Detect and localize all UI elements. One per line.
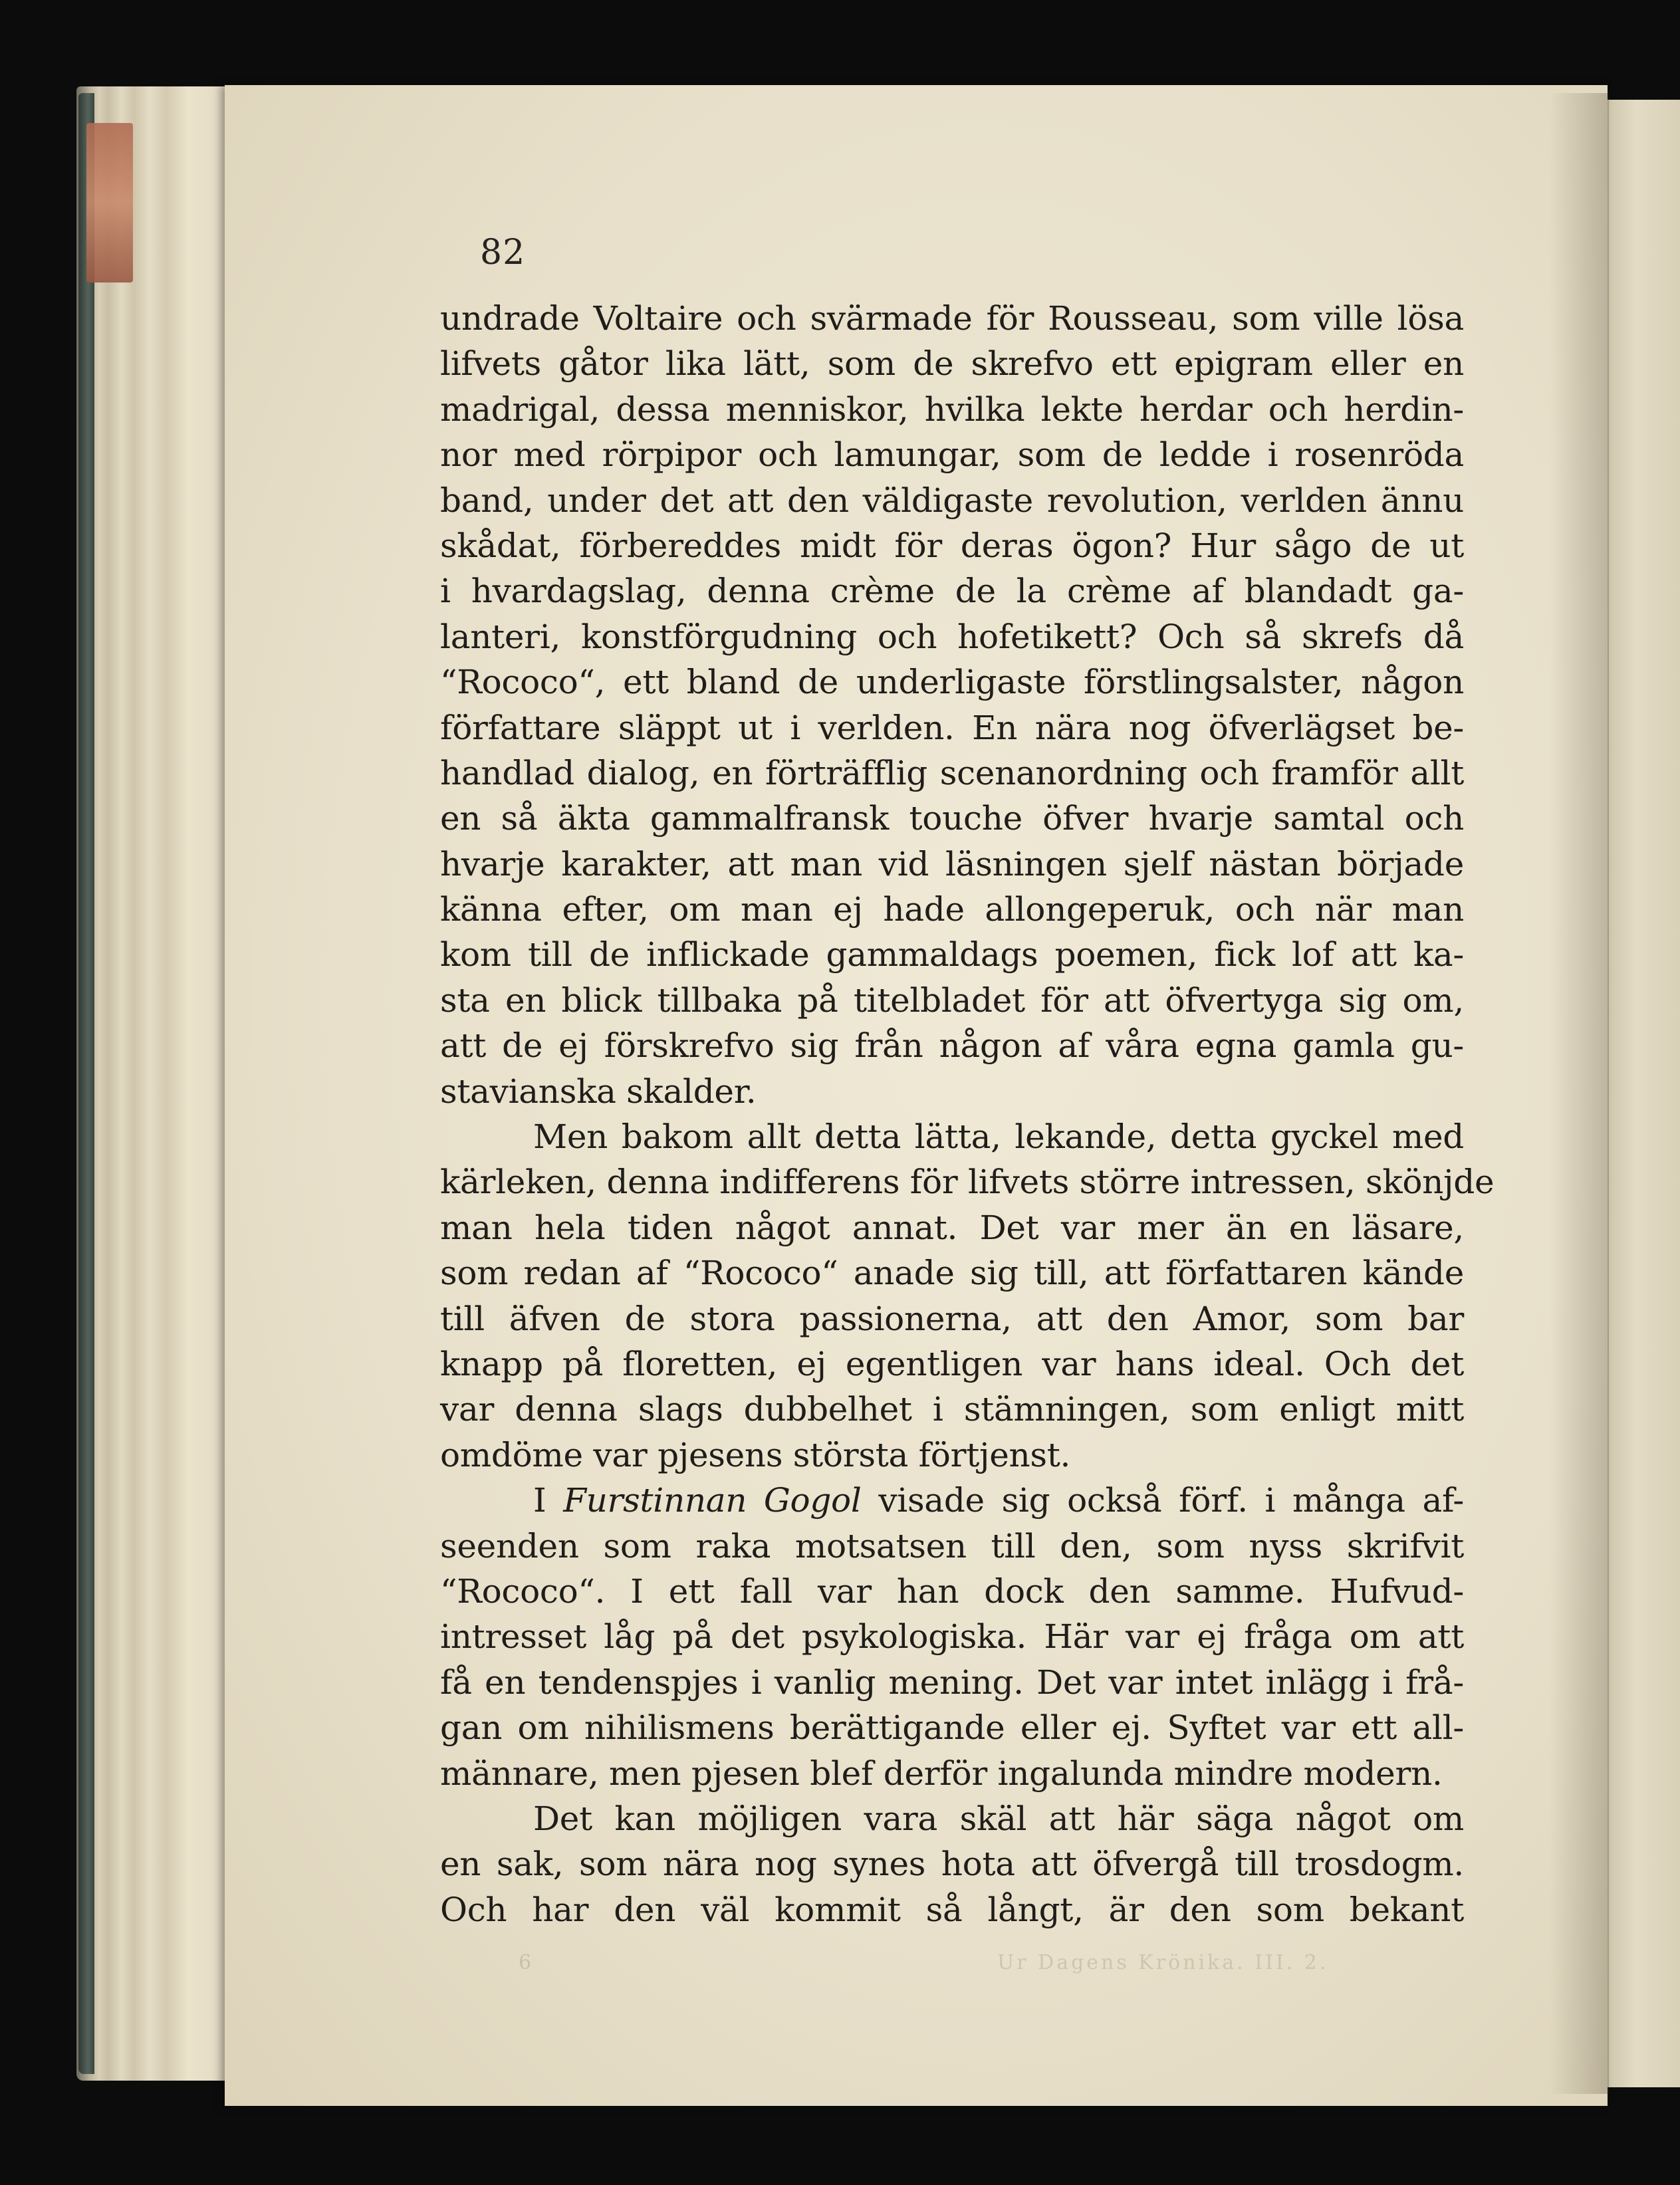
facing-page-edge xyxy=(1608,100,1680,2087)
text-line: i hvardagslag, denna crème de la crème af blandadt ga- xyxy=(440,572,1464,611)
text-line: stavianska skalder. xyxy=(440,1072,757,1111)
text-line: kärleken, denna indifferens för lifvets större intressen, skönjde xyxy=(440,1163,1495,1202)
text-line: gan om nihilismens berättigande eller ej. Syftet var ett all- xyxy=(440,1708,1464,1748)
text-line: skådat, förbereddes midt för deras ögon? Hur sågo de ut xyxy=(440,526,1464,565)
text-line: lifvets gåtor lika lätt, som de skrefvo ett epigram eller en xyxy=(440,344,1464,384)
text-line: var denna slags dubbelhet i stämningen, som enligt mitt xyxy=(440,1390,1464,1429)
text-line: kom till de inflickade gammaldags poemen, fick lof att ka- xyxy=(440,935,1464,975)
text-line: band, under det att den väldigaste revolution, verlden ännu xyxy=(440,481,1464,520)
paragraph-prefix: I xyxy=(533,1481,564,1520)
text-line: Det kan möjligen vara skäl att här säga något om xyxy=(533,1799,1464,1838)
text-line: Och har den väl kommit så långt, är den som bekant xyxy=(440,1890,1464,1929)
book-headband xyxy=(86,123,133,283)
gutter-shadow xyxy=(1549,93,1609,2094)
text-line: nor med rörpipor och lamungar, som de ledde i rosenröda xyxy=(440,435,1464,475)
text-line: lanteri, konstförgudning och hofetikett? Och så skrefs då xyxy=(440,617,1464,656)
text-line: knapp på floretten, ej egentligen var hans ideal. Och det xyxy=(440,1344,1464,1383)
text-line: en sak, som nära nog synes hota att öfvergå till trosdogm. xyxy=(440,1845,1464,1884)
text-line: att de ej förskrefvo sig från någon af våra egna gamla gu- xyxy=(440,1026,1464,1066)
text-line: madrigal, dessa menniskor, hvilka lekte herdar och herdin- xyxy=(440,390,1464,429)
text-line-with-title xyxy=(440,1478,1464,1523)
text-line: sta en blick tillbaka på titelbladet för att öfvertyga sig om, xyxy=(440,980,1464,1020)
text-line: känna efter, om man ej hade allongeperuk, och när man xyxy=(440,890,1464,929)
text-line: handlad dialog, en förträfflig scenanordning och framför allt xyxy=(440,753,1464,792)
text-line: hvarje karakter, att man vid läsningen sjelf nästan började xyxy=(440,844,1464,883)
text-line: författare släppt ut i verlden. En nära nog öfverlägset be- xyxy=(440,708,1464,747)
text-line: intresset låg på det psykologiska. Här var ej fråga om att xyxy=(440,1617,1464,1657)
book-cover-edge xyxy=(78,93,94,2074)
book-page-block xyxy=(76,86,236,2081)
text-line: Men bakom allt detta lätta, lekande, detta gyckel med xyxy=(533,1117,1464,1157)
page-number: 82 xyxy=(480,233,526,273)
text-line: till äfven de stora passionerna, att den Amor, som bar xyxy=(440,1299,1464,1338)
text-line: “Rococo“. I ett fall var han dock den samme. Hufvud- xyxy=(440,1571,1464,1611)
text-line: seenden som raka motsatsen till den, som nyss skrifvit xyxy=(440,1526,1464,1565)
line-rest: visade sig också förf. i många af- xyxy=(878,1481,1465,1520)
text-line: männare, men pjesen blef derför ingalunda mindre modern. xyxy=(440,1754,1443,1793)
text-line: som redan af “Rococo“ anade sig till, att författaren kände xyxy=(440,1254,1464,1293)
text-line: “Rococo“, ett bland de underligaste förstlingsalster, någon xyxy=(440,663,1464,702)
text-line: få en tendenspjes i vanlig mening. Det var intet inlägg i frå- xyxy=(440,1663,1464,1702)
signature-mark: 6 xyxy=(519,1951,532,1974)
play-title: Furstinnan Gogol xyxy=(563,1481,862,1520)
text-line: omdöme var pjesens största förtjenst. xyxy=(440,1435,1071,1474)
footer-running-mark: Ur Dagens Krönika. III. 2. xyxy=(997,1951,1329,1974)
text-line: undrade Voltaire och svärmade för Rousseau, som ville lösa xyxy=(440,299,1464,338)
text-line: en så äkta gammalfransk touche öfver hvarje samtal och xyxy=(440,799,1464,838)
text-line: man hela tiden något annat. Det var mer än en läsare, xyxy=(440,1208,1464,1247)
page-text xyxy=(440,296,1495,1932)
